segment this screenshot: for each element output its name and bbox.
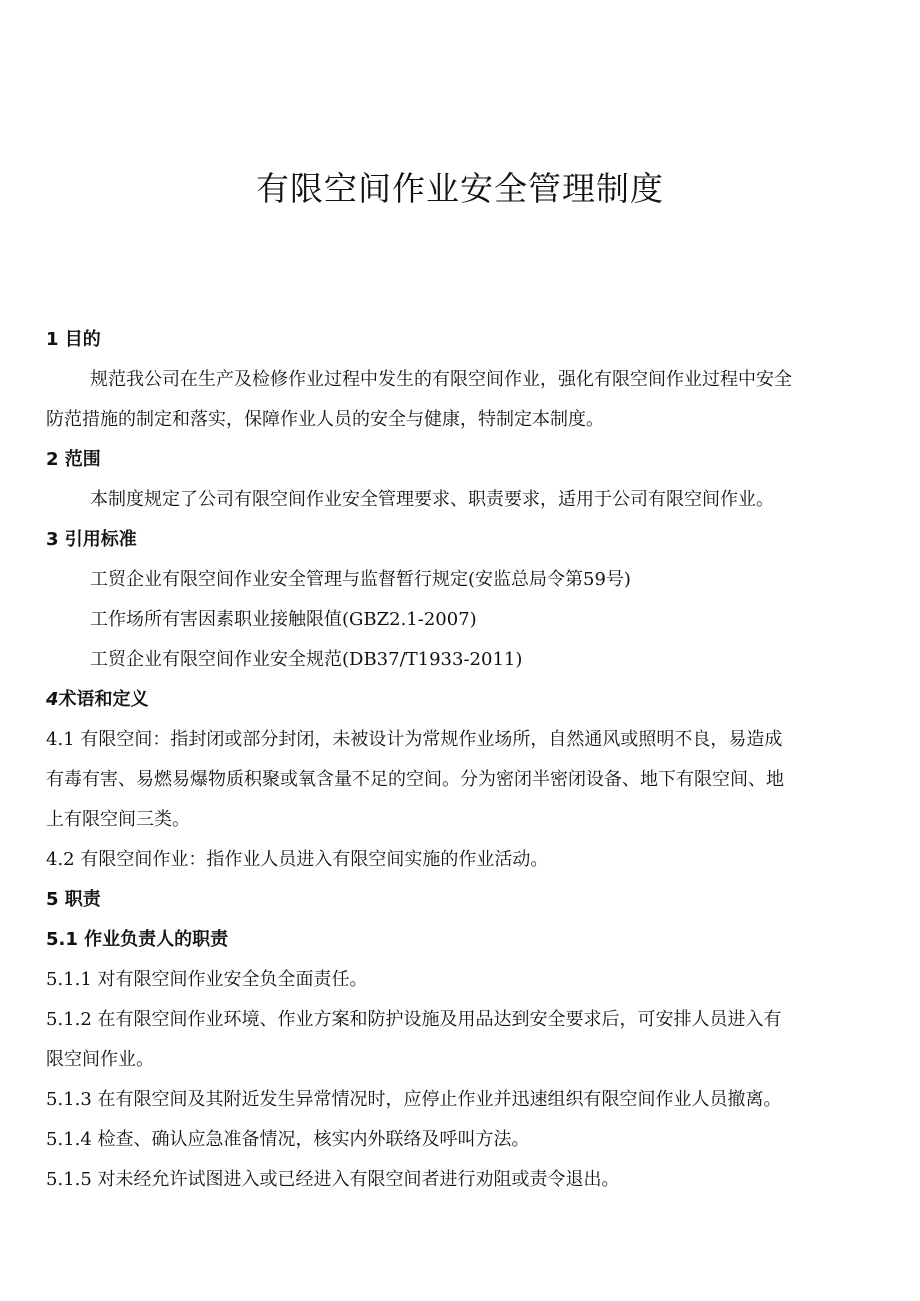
- duty-item-5-1-5: 5.1.5 对未经允许试图进入或已经进入有限空间者进行劝阻或责令退出。: [46, 1169, 620, 1190]
- definition-4-2: 4.2 有限空间作业：指作业人员进入有限空间实施的作业活动。: [46, 849, 549, 870]
- definition-4-1-line-2: 有毒有害、易燃易爆物质积聚或氧含量不足的空间。分为密闭半密闭设备、地下有限空间、地: [46, 769, 784, 790]
- document-body: [46, 320, 880, 1200]
- section-4-number: 4: [46, 689, 59, 710]
- document-title: 有限空间作业安全管理制度: [256, 169, 664, 208]
- duty-item-5-1-4: 5.1.4 检查、确认应急准备情况，核实内外联络及呼叫方法。: [46, 1129, 530, 1150]
- duty-item-5-1-2-line-1: 5.1.2 在有限空间作业环境、作业方案和防护设施及用品达到安全要求后，可安排人员进入有: [46, 1009, 782, 1030]
- section-1-paragraph-line-2: 防范措施的制定和落实，保障作业人员的安全与健康，特制定本制度。: [46, 409, 604, 430]
- definition-4-1-line-3: 上有限空间三类。: [46, 809, 190, 830]
- section-4-heading: [46, 680, 880, 720]
- section-5-1-heading: 5.1 作业负责人的职责: [46, 929, 229, 950]
- section-2-paragraph: 本制度规定了公司有限空间作业安全管理要求、职责要求，适用于公司有限空间作业。: [90, 489, 774, 510]
- section-1-heading: 1 目的: [46, 329, 101, 350]
- section-1-paragraph-line-1: 规范我公司在生产及检修作业过程中发生的有限空间作业，强化有限空间作业过程中安全: [90, 369, 792, 390]
- definition-4-1-line-1: 4.1 有限空间：指封闭或部分封闭，未被设计为常规作业场所，自然通风或照明不良，易造成: [46, 729, 783, 750]
- reference-item: 工作场所有害因素职业接触限值(GBZ2.1-2007): [90, 609, 477, 630]
- reference-item: 工贸企业有限空间作业安全管理与监督暂行规定(安监总局令第59号): [90, 569, 631, 590]
- duty-item-5-1-3: 5.1.3 在有限空间及其附近发生异常情况时，应停止作业并迅速组织有限空间作业人员撤离。: [46, 1089, 782, 1110]
- duty-item-5-1-2-line-2: 限空间作业。: [46, 1049, 154, 1070]
- duty-item-5-1-1: 5.1.1 对有限空间作业安全负全面责任。: [46, 969, 368, 990]
- reference-item: 工贸企业有限空间作业安全规范(DB37/T1933-2011): [90, 649, 523, 670]
- section-4-title: 术语和定义: [58, 689, 149, 710]
- section-3-heading: 3 引用标准: [46, 529, 137, 550]
- section-5-heading: 5 职责: [46, 889, 101, 910]
- section-2-heading: 2 范围: [46, 449, 101, 470]
